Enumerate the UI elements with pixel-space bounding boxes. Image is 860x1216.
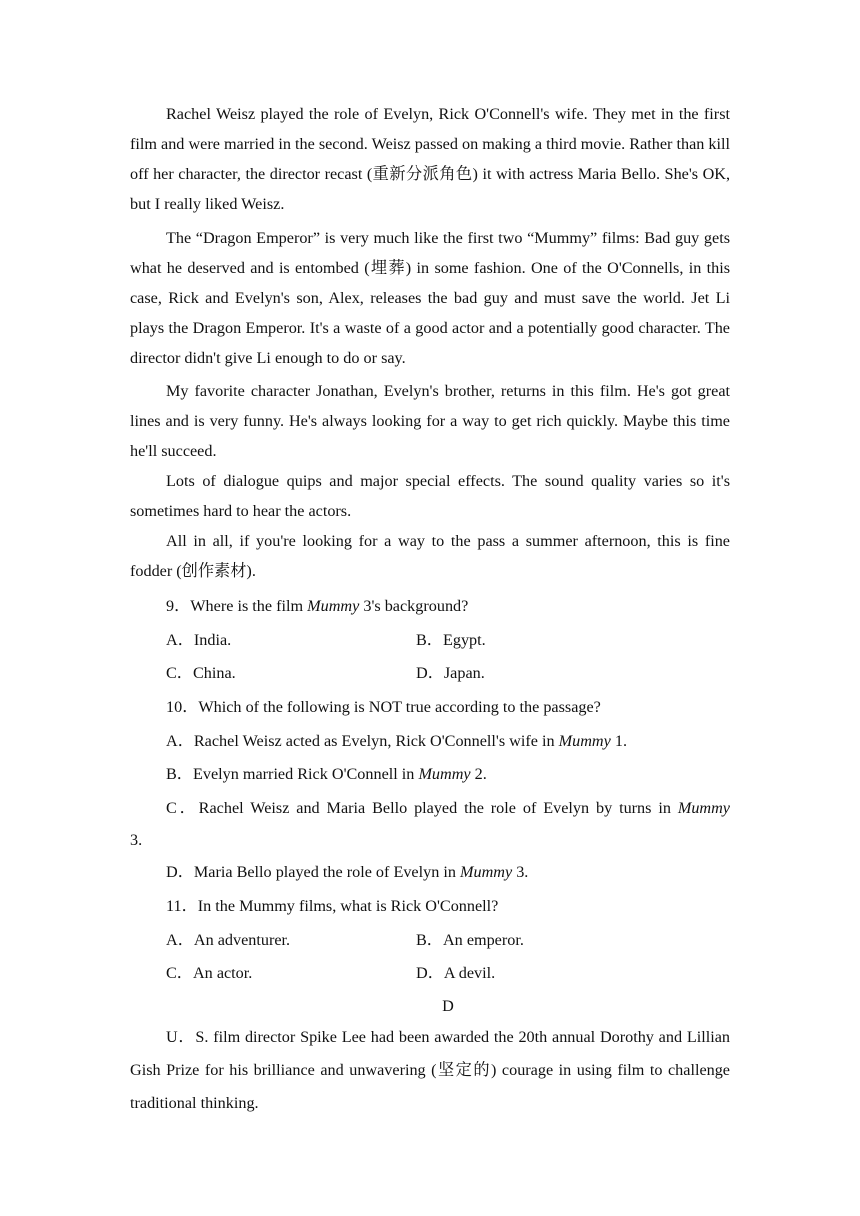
- question-9-option-b: B．Egypt.: [416, 631, 486, 649]
- question-10-option-b: B．Evelyn married Rick O'Connell in Mummy 2.: [166, 765, 487, 783]
- question-11-option-d: D．A devil.: [416, 964, 496, 982]
- passage-paragraph-2: The “Dragon Emperor” is very much like the first two “Mummy” films: Bad guy gets what he deserved and is entombed (埋葬) in some fashion. One of the O'Connells, in this case, Rick and Evelyn's son, Alex, releases the bad guy and must save the world. Jet Li plays the Dragon Emperor. It's a waste of a good actor and a potentially good character. The director didn't give Li enough to do or say.: [130, 229, 730, 367]
- question-9-option-d: D．Japan.: [416, 664, 485, 682]
- passage-paragraph-3: My favorite character Jonathan, Evelyn's brother, returns in this film. He's got great lines and is very funny. He's always looking for a way to get rich quickly. Maybe this time he'll succeed.: [130, 382, 730, 460]
- section-d-paragraph-1: U．S. film director Spike Lee had been awarded the 20th annual Dorothy and Lillian Gish Prize for his brilliance and unwavering (坚定的) courage in using film to challenge traditional thinking.: [130, 1028, 730, 1112]
- question-10-option-a: A．Rachel Weisz acted as Evelyn, Rick O'Connell's wife in Mummy 1.: [166, 732, 627, 750]
- question-9-option-a: A．India.: [166, 631, 232, 649]
- question-11-stem: 11．In the Mummy films, what is Rick O'Connell?: [166, 897, 499, 915]
- question-11-option-a: A．An adventurer.: [166, 931, 291, 949]
- question-9-stem: 9．Where is the film Mummy 3's background?: [166, 597, 469, 615]
- section-d-heading: D: [442, 997, 454, 1015]
- question-10-option-c-continuation: 3.: [130, 831, 143, 849]
- question-10-option-c: C．Rachel Weisz and Maria Bello played the role of Evelyn by turns in Mummy: [166, 799, 730, 817]
- question-11-option-c: C．An actor.: [166, 964, 253, 982]
- question-10-stem: 10．Which of the following is NOT true according to the passage?: [166, 698, 601, 716]
- question-11-option-b: B．An emperor.: [416, 931, 524, 949]
- passage-paragraph-1: Rachel Weisz played the role of Evelyn, Rick O'Connell's wife. They met in the first film and were married in the second. Weisz passed on making a third movie. Rather than kill off her character, the director recast (重新分派角色) it with actress Maria Bello. She's OK, but I really liked Weisz.: [130, 105, 730, 213]
- question-10-option-d: D．Maria Bello played the role of Evelyn in Mummy 3.: [166, 863, 529, 881]
- question-9-option-c: C．China.: [166, 664, 236, 682]
- passage-paragraph-4: Lots of dialogue quips and major special effects. The sound quality varies so it's sometimes hard to hear the actors.: [130, 472, 730, 520]
- passage-paragraph-5: All in all, if you're looking for a way to the pass a summer afternoon, this is fine fodder (创作素材).: [130, 532, 730, 580]
